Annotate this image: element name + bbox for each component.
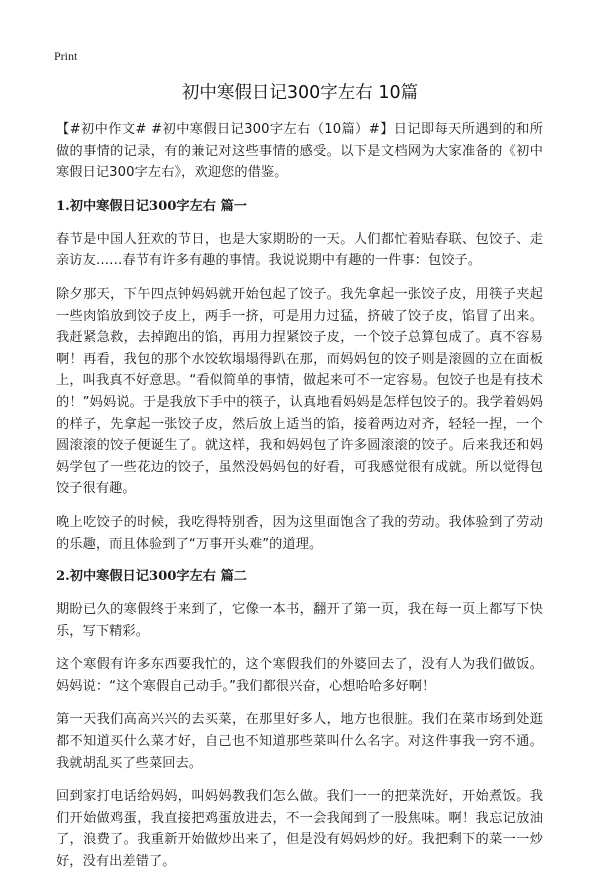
paragraph: 除夕那天，下午四点钟妈妈就开始包起了饺子。我先拿起一张饺子皮，用筷子夹起一些肉馅放到饺子皮上，两手一挤，可是用力过猛，挤破了饺子皮，馅冒了出来。我赶紧急救，去掉跑出的馅，再用力捏紧饺子皮，一个饺子总算包成了。真不容易啊！再看，我包的那个水饺软塌塌得趴在那，而妈妈包的饺子则是滚圆的立在面板上，叫我真不好意思。“看似简单的事情，做起来可不一定容易。包饺子也是有技术的！”妈妈说。于是我放下手中的筷子，认真地看妈妈是怎样包饺子的。我学着妈妈的样子，先拿起一张饺子皮，然后放上适当的馅，接着两边对齐，轻轻一捏，一个圆滚滚的饺子便诞生了。就这样，我和妈妈包了许多圆滚滚的饺子。后来我还和妈妈学包了一些花边的饺子，虽然没妈妈包的好看，可我感觉很有成就。所以觉得包饺子很有趣。 [56, 286, 543, 497]
print-label: Print [54, 49, 78, 63]
intro-paragraph: 【#初中作文# #初中寒假日记300字左右（10篇）#】日记即每天所遇到的和所做的事情的记录，有的兼记对这些事情的感受。以下是文档网为大家准备的《初中寒假日记300字左右》，欢迎您的借鉴。 [56, 122, 543, 181]
paragraph: 回到家打电话给妈妈，叫妈妈教我们怎么做。我们一一的把菜洗好，开始煮饭。我们开始做鸡蛋，我直接把鸡蛋放进去，不一会我闻到了一股焦味。啊！我忘记放油了，浪费了。我重新开始做炒出来了，但是没有妈妈炒的好。我把剩下的菜一一炒好，没有出差错了。 [56, 789, 543, 870]
section-2 [56, 567, 543, 873]
paragraph: 晚上吃饺子的时候，我吃得特别香，因为这里面饱含了我的劳动。我体验到了劳动的乐趣，而且体验到了“万事开头难”的道理。 [56, 514, 543, 552]
section-heading: 1.初中寒假日记300字左右 篇一 [56, 198, 247, 214]
paragraph: 期盼已久的寒假终于来到了，它像一本书，翻开了第一页，我在每一页上都写下快乐，写下精彩。 [56, 602, 543, 639]
document-title: 初中寒假日记300字左右 10篇 [181, 83, 419, 103]
section-1 [56, 197, 543, 555]
paragraph: 第一天我们高高兴兴的去买菜，在那里好多人，地方也很脏。我们在菜市场到处逛都不知道买什么菜才好，自己也不知道那些菜叫什么名字。对这件事我一窍不通。我就胡乱买了些菜回去。 [56, 712, 543, 771]
paragraph: 这个寒假有许多东西要我忙的，这个寒假我们的外婆回去了，没有人为我们做饭。妈妈说：“这个寒假自己动手。”我们都很兴奋，心想哈哈多好啊！ [56, 657, 543, 694]
article-body [56, 119, 543, 885]
section-heading: 2.初中寒假日记300字左右 篇二 [56, 569, 247, 585]
paragraph: 春节是中国人狂欢的节日，也是大家期盼的一天。人们都忙着贴春联、包饺子、走亲访友……春节有许多有趣的事情。我说说期中有趣的一件事：包饺子。 [56, 231, 543, 269]
